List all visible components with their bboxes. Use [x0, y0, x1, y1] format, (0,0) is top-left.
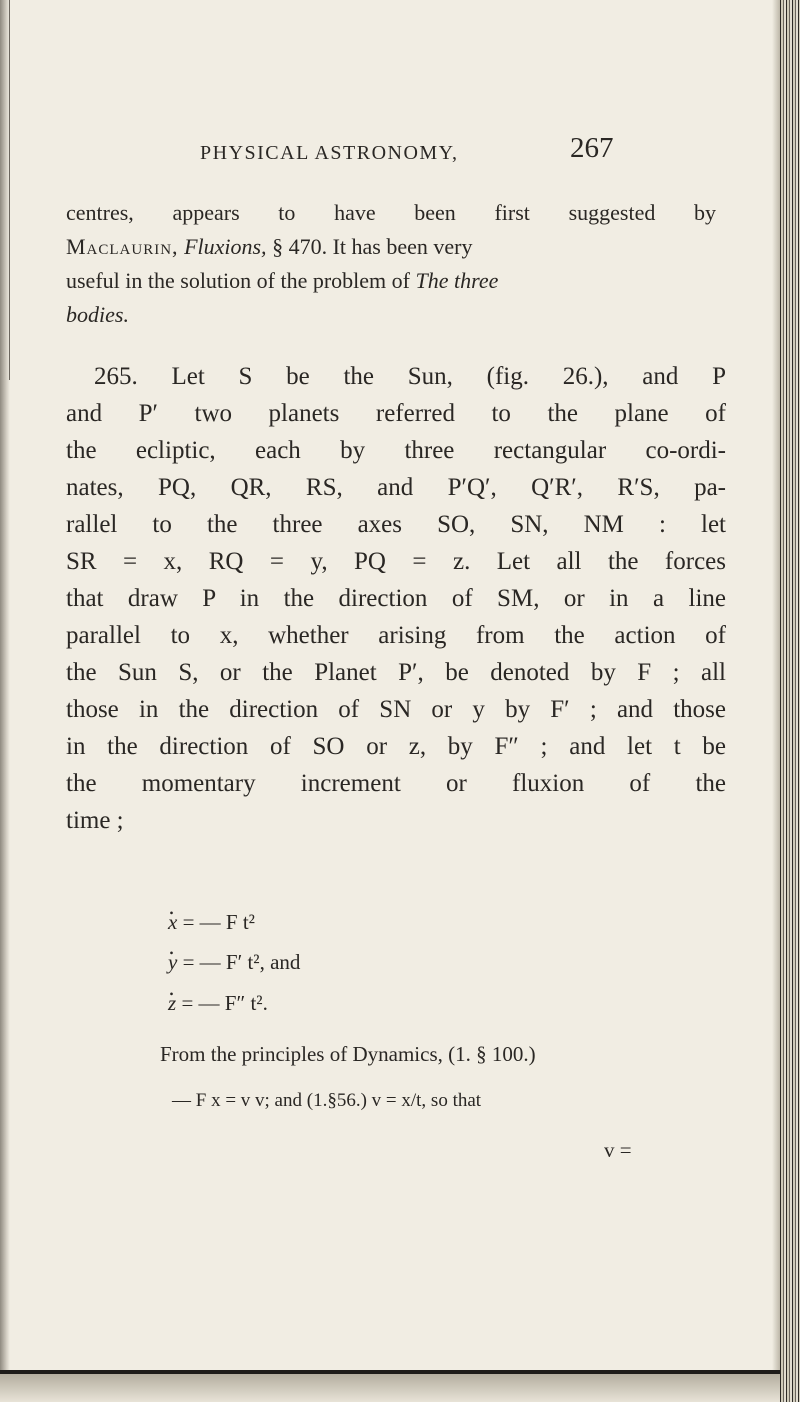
text-line: useful in the solution of the problem of The three — [66, 268, 499, 293]
text-line — [66, 230, 716, 264]
running-head: PHYSICAL ASTRONOMY, — [200, 142, 459, 164]
text-line: parallel to x, whether arising from the action of — [66, 622, 726, 649]
dynamics-line: From the principles of Dynamics, (1. § 100.) — [160, 1042, 536, 1066]
text-line: the ecliptic, each by three rectangular co-ordi- — [66, 437, 726, 464]
text-line: 265. Let S be the Sun, (fig. 26.), and P — [94, 363, 726, 390]
text-line: time ; — [66, 807, 124, 834]
equation-x: ․ x = — F t² — [168, 910, 255, 935]
page-number: 267 — [570, 132, 614, 164]
text-line: in the direction of SO or z, by F″ ; and let t be — [66, 733, 726, 760]
dotted-variable: ․ y — [168, 950, 177, 975]
text-line: and P′ two planets referred to the plane of — [66, 400, 726, 427]
page-edge-shade — [772, 0, 780, 1402]
section-reference: § 470. It has been very — [272, 234, 473, 259]
gutter-line — [9, 0, 10, 380]
text-line: the Sun S, or the Planet P′, be denoted by F ; all — [66, 659, 726, 686]
dynamics-formula: — F x = v v; and (1.§56.) v = x/t, so that — [172, 1090, 482, 1111]
text-line: the momentary increment or fluxion of the — [66, 770, 726, 797]
text-line: that draw P in the direction of SM, or in a line — [66, 585, 726, 612]
author-name: Maclaurin, — [66, 234, 179, 259]
section-265 — [66, 358, 726, 839]
text-line: SR = x, RQ = y, PQ = z. Let all the forces — [66, 548, 726, 575]
text-line: rallel to the three axes SO, SN, NM : let — [66, 511, 726, 538]
problem-title-cont: bodies. — [66, 302, 129, 327]
bottom-shade — [0, 1374, 780, 1402]
continued-formula: v = — [604, 1138, 632, 1162]
dotted-variable: ․ x — [168, 910, 177, 935]
problem-title: The three — [415, 268, 499, 293]
text-line: those in the direction of SN or y by F′ ; and those — [66, 696, 726, 723]
text-line: nates, PQ, QR, RS, and P′Q′, Q′R′, R′S, pa- — [66, 474, 726, 501]
page-stack-edge — [780, 0, 800, 1402]
work-title: Fluxions, — [184, 234, 267, 259]
text-line: centres, appears to have been first suggested by — [66, 200, 716, 225]
equation-y: ․ y = — F′ t², and — [168, 950, 300, 975]
carry-over-paragraph — [66, 196, 716, 332]
dotted-variable: ․ z — [168, 991, 176, 1016]
equation-z: ․ z = — F″ t². — [168, 991, 268, 1016]
